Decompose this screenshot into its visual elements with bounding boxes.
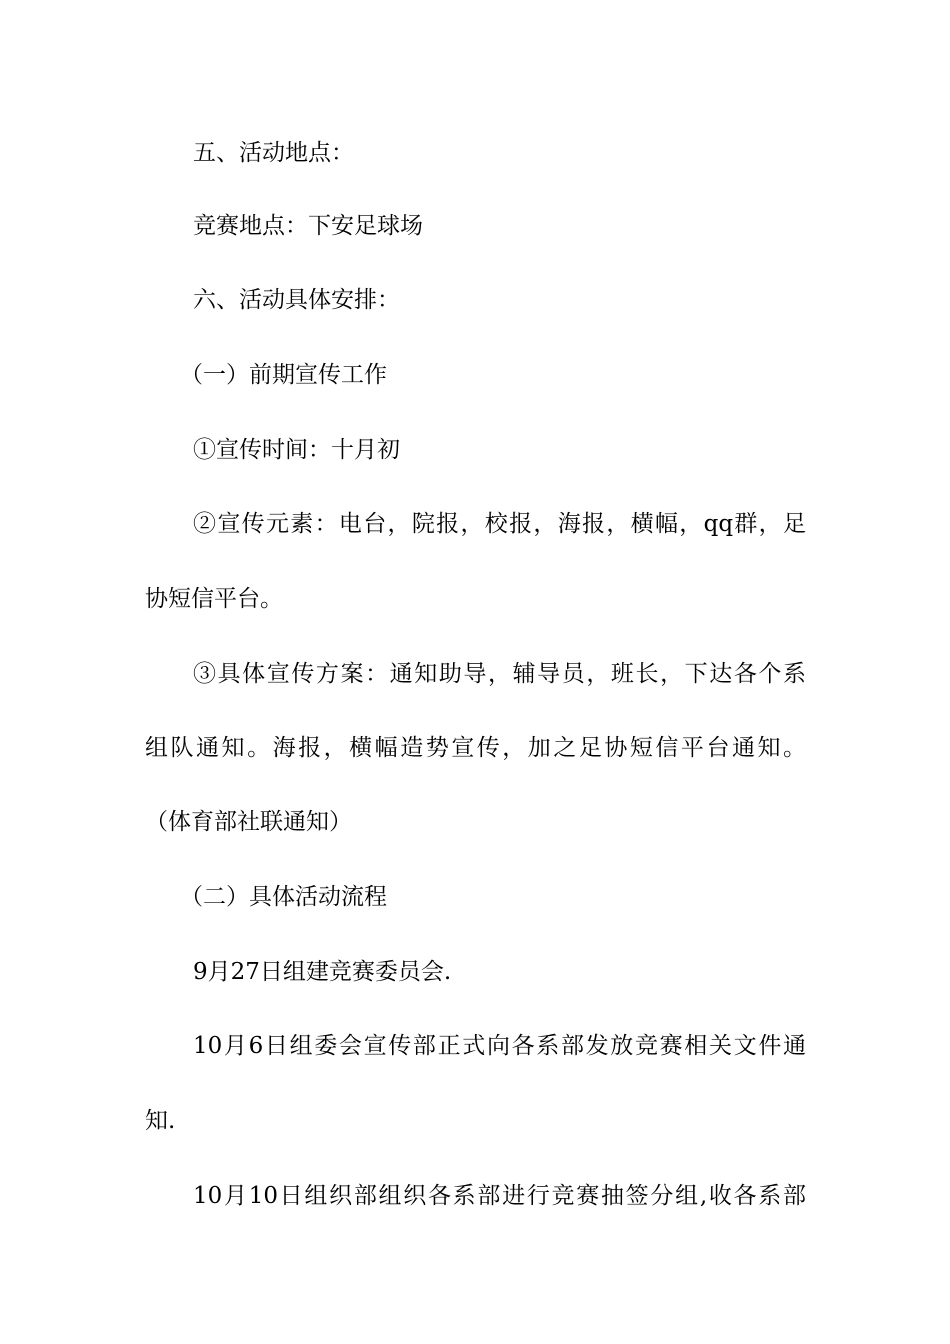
paragraph-process-sep27: 9月27日组建竞赛委员会. [193, 959, 452, 985]
section-heading-location: 五、活动地点： [193, 140, 354, 166]
subheading-publicity: （一）前期宣传工作 [180, 362, 387, 388]
section-heading-schedule: 六、活动具体安排： [193, 287, 400, 313]
subheading-process: （二）具体活动流程 [180, 884, 387, 910]
paragraph-publicity-plan-cont: 组队通知。海报，横幅造势宣传，加之足协短信平台通知。 [145, 735, 806, 761]
paragraph-publicity-media-cont: 协短信平台。 [145, 586, 283, 612]
paragraph-venue: 竞赛地点：下安足球场 [193, 213, 423, 239]
paragraph-process-oct10: 10月10日组织部组织各系部进行竞赛抽签分组,收各系部 [193, 1183, 806, 1209]
paragraph-publicity-media: ②宣传元素：电台，院报，校报，海报，横幅，qq群，足 [193, 511, 806, 537]
paragraph-process-oct6-cont: 知. [145, 1108, 176, 1134]
paragraph-publicity-time: ①宣传时间：十月初 [193, 437, 400, 463]
paragraph-publicity-note: （体育部社联通知） [145, 809, 352, 835]
paragraph-process-oct6: 10月6日组委会宣传部正式向各系部发放竞赛相关文件通 [193, 1033, 806, 1059]
paragraph-publicity-plan: ③具体宣传方案：通知助导，辅导员，班长，下达各个系 [193, 661, 806, 687]
